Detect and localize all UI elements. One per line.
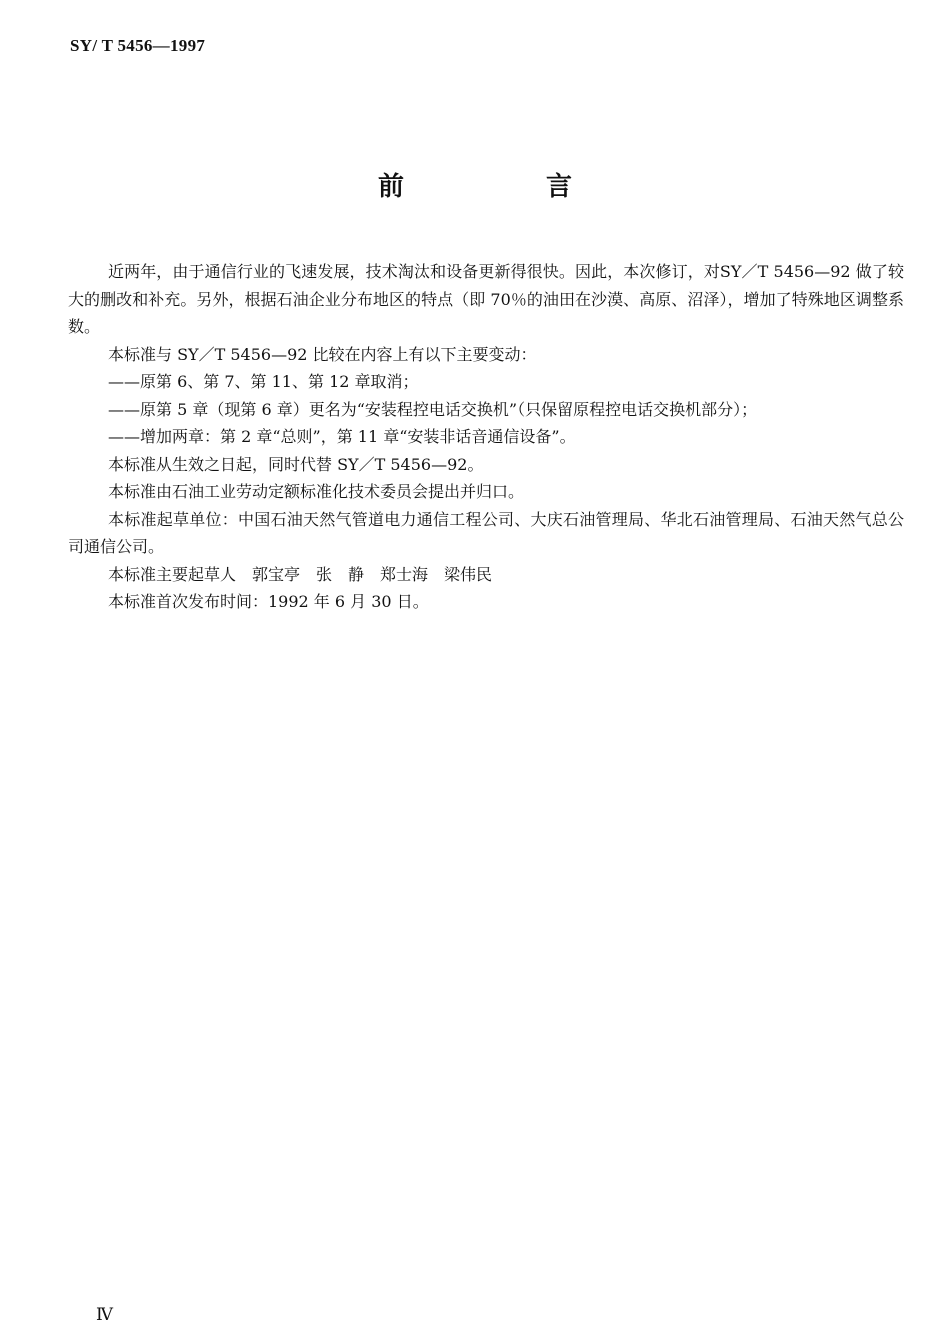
changes-intro-paragraph: 本标准与 SY／T 5456—92 比较在内容上有以下主要变动： [108, 344, 537, 364]
standard-code: SY/ T 5456—1997 [70, 36, 206, 55]
proposed-by-paragraph: 本标准由石油工业劳动定额标准化技术委员会提出并归口。 [108, 482, 525, 501]
change-item-3: ——增加两章：第 2 章“总则”，第 11 章“安装非话音通信设备”。 [108, 427, 576, 446]
drafting-units-paragraph: 本标准起草单位：中国石油天然气管道电力通信工程公司、大庆石油管理局、华北石油管理局、石油天然气总公司通信公司。 [68, 509, 904, 556]
first-issue-paragraph: 本标准首次发布时间：1992 年 6 月 30 日。 [108, 592, 429, 611]
change-item-1: ——原第 6、第 7、第 11、第 12 章取消； [108, 372, 419, 391]
intro-paragraph: 近两年，由于通信行业的飞速发展，技术淘汰和设备更新得很快。因此，本次修订，对SY／T 5456—92 做了较大的删改和补充。另外，根据石油企业分布地区的特点（即 70％的油田在沙漠、高原、沼泽），增加了特殊地区调整系数。 [68, 262, 904, 336]
page-number: Ⅳ [96, 1305, 113, 1324]
drafters-paragraph: 本标准主要起草人 郭宝亭 张 静 郑士海 梁伟民 [108, 564, 493, 584]
foreword-body [68, 258, 904, 616]
page-title: 前 言 [377, 172, 630, 202]
change-item-2: ——原第 5 章（现第 6 章）更名为“安装程控电话交换机”（只保留原程控电话交换机部分）； [108, 399, 758, 419]
effective-paragraph: 本标准从生效之日起，同时代替 SY／T 5456—92。 [108, 454, 484, 474]
